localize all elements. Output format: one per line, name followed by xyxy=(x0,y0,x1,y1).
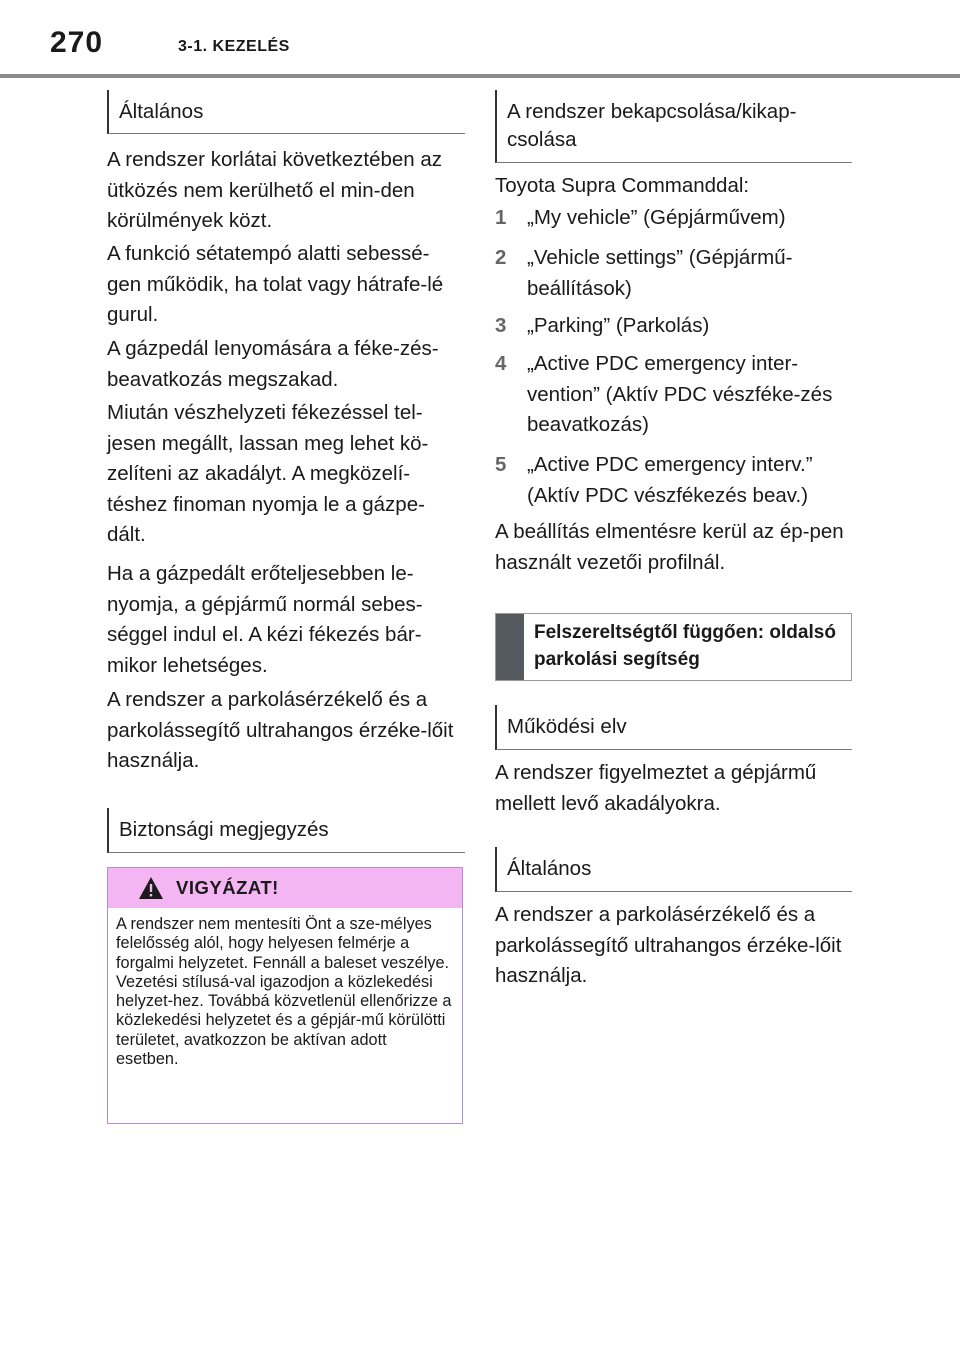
warning-box xyxy=(107,867,463,1124)
page-header xyxy=(0,0,960,78)
section-heading-general: Általános xyxy=(495,847,852,892)
warning-title: VIGYÁZAT! xyxy=(176,877,279,898)
step-number: 1 xyxy=(495,206,507,229)
step-number: 3 xyxy=(495,314,507,337)
step-text: „Vehicle settings” (Gépjármű-beállítások) xyxy=(527,246,793,300)
step-text: „Active PDC emergency interv.” (Aktív PDC vészfékezés beav.) xyxy=(527,453,813,507)
paragraph: Ha a gázpedált erőteljesebben le-nyomja, a gépjármű normál sebes-séggel indul el. A kézi fékezés bár-mikor lehetséges. xyxy=(107,562,423,677)
step-number: 2 xyxy=(495,246,507,269)
section-heading-toggle: A rendszer bekapcsolása/kikap-csolása xyxy=(495,90,852,163)
paragraph: A rendszer korlátai következtében az ütközés nem kerülhető el min-den körülmények közt. xyxy=(107,148,443,232)
paragraph: A rendszer figyelmeztet a gépjármű mellett levő akadályokra. xyxy=(495,761,817,815)
paragraph: A rendszer a parkolásérzékelő és a parkolássegítő ultrahangos érzéke-lőit használja. xyxy=(107,688,454,772)
step-number: 5 xyxy=(495,453,507,476)
option-box xyxy=(495,613,852,681)
paragraph: A rendszer a parkolásérzékelő és a parkolássegítő ultrahangos érzéke-lőit használja. xyxy=(495,903,842,987)
section-heading-principle: Működési elv xyxy=(495,705,852,750)
option-title: Felszereltségtől függően: oldalsó parkolási segítség xyxy=(534,622,836,670)
warning-header xyxy=(108,868,462,908)
step-text: „My vehicle” (Gépjárművem) xyxy=(527,206,786,229)
step-text: „Active PDC emergency inter-vention” (Aktív PDC vészféke-zés beavatkozás) xyxy=(527,352,833,436)
warning-text: A rendszer nem mentesíti Önt a sze-mélyes felelősség alól, hogy helyesen felmérje a forgalmi helyzetet. Fennáll a baleset veszélye. Vezetési stílusá-val igazodjon a közlekedési helyzet-hez. Továbbá közvetlenül ellenőrizze a közlekedési helyzetet és a gépjár-mű körülötti területet, avatkozzon be aktívan adott esetben. xyxy=(116,915,452,1069)
section-heading-general: Általános xyxy=(107,90,465,134)
paragraph: Miután vészhelyzeti fékezéssel tel-jesen megállt, lassan meg lehet kö-zelíteni az akadályt. A megközelí-téshez finoman nyomja le a gázpe-dált. xyxy=(107,401,429,546)
section-heading-safety: Biztonsági megjegyzés xyxy=(107,808,465,853)
step-number: 4 xyxy=(495,352,507,375)
intro-text: Toyota Supra Commanddal: xyxy=(495,174,750,197)
paragraph: A gázpedál lenyomására a féke-zés-beavatkozás megszakad. xyxy=(107,337,439,391)
chapter-title: 3-1. KEZELÉS xyxy=(178,38,290,55)
saved-note: A beállítás elmentésre kerül az ép-pen használt vezetői profilnál. xyxy=(495,520,844,574)
page-number: 270 xyxy=(50,26,104,59)
paragraph: A funkció sétatempó alatti sebessé-gen működik, ha tolat vagy hátrafe-lé gurul. xyxy=(107,242,444,326)
warning-triangle-icon xyxy=(138,876,164,900)
option-bar xyxy=(496,614,524,680)
header-rule xyxy=(0,74,960,78)
step-text: „Parking” (Parkolás) xyxy=(527,314,710,337)
